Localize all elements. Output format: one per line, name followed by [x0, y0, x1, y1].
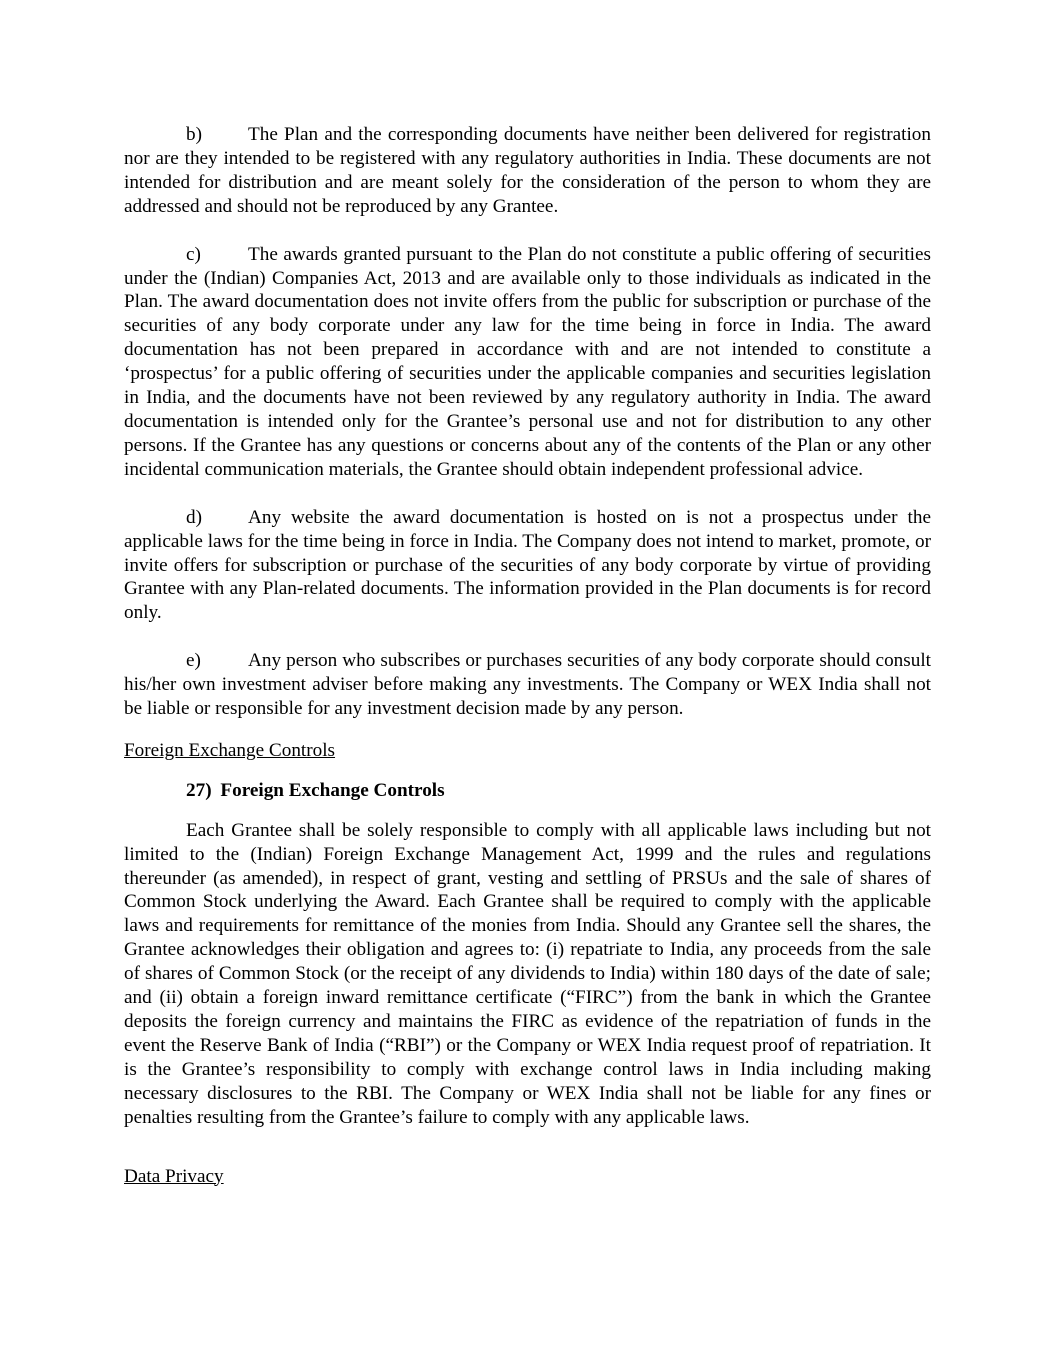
paragraph-b [124, 123, 931, 219]
section-heading-data-privacy: Data Privacy [124, 1165, 224, 1187]
paragraph-label: d) [186, 506, 202, 528]
subsection-heading [186, 779, 931, 803]
fx-paragraph: Each Grantee shall be solely responsible to comply with all applicable laws including but not limited to the (Indian) Foreign Exchange Management Act, 1999 and the rules and regulations thereunder (as amended), in respect of grant, vesting and settling of PRSUs and the sale of shares of Common Stock underlying the Award. Each Grantee shall be required to comply with the applicable laws and requirements for remittance of the monies from India. Should any Grantee sell the shares, the Grantee acknowledges their obligation and agrees to: (i) repatriate to India, any proceeds from the sale of shares of Common Stock (or the receipt of any dividends to India) within 180 days of the date of sale; and (ii) obtain a foreign inward remittance certificate (“FIRC”) from the bank in which the Grantee deposits the foreign currency and maintains the FIRC as evidence of the repatriation of funds in the event the Reserve Bank of India (“RBI”) or the Company or WEX India request proof of repatriation. It is the Grantee’s responsibility to comply with exchange control laws in India including making necessary disclosures to the RBI. The Company or WEX India shall not be liable for any fines or penalties resulting from the Grantee’s failure to comply with any applicable laws. [124, 819, 931, 1128]
paragraph-e [124, 649, 931, 721]
paragraph-text: The awards granted pursuant to the Plan do not constitute a public offering of securities under the (Indian) Companies Act, 2013 and are available only to those individuals as indicated in the Plan. The award documentation does not invite offers from the public for subscription or purchase of the securities of any body corporate under any law for the time being in force in India. The award documentation has not been prepared in accordance with and are not intended to constitute a ‘prospectus’ for a public offering of securities under the applicable companies and securities legislation in India, and the documents have not been reviewed by any regulatory authority in India. The award documentation is intended only for the Grantee’s personal use and not for distribution to any other persons. If the Grantee has any questions or concerns about any of the contents of the Plan or any other incidental communication materials, the Grantee should obtain independent professional advice. [124, 243, 931, 480]
paragraph-label: c) [186, 243, 201, 265]
paragraph-c [124, 243, 931, 482]
paragraph-label: b) [186, 124, 202, 145]
paragraph-text: Any website the award documentation is hosted on is not a prospectus under the applicable laws for the time being in force in India. The Company does not intend to market, promote, or invite offers for subscription or purchase of the securities of any body corporate by virtue of providing Grantee with any Plan-related documents. The information provided in the Plan documents is for record only. [124, 506, 931, 624]
document-page [124, 123, 931, 1204]
subsection-number: 27) [186, 779, 212, 801]
paragraph-text: Any person who subscribes or purchases securities of any body corporate should consult his/her own investment adviser before making any investments. The Company or WEX India shall not be liable or responsible for any investment decision made by any person. [124, 650, 931, 720]
section-heading-foreign-exchange: Foreign Exchange Controls [124, 739, 336, 761]
paragraph-text: The Plan and the corresponding documents have neither been delivered for registration nor are they intended to be registered with any regulatory authorities in India. These documents are not intended for distribution and are meant solely for the consideration of the person to whom they are addressed and should not be reproduced by any Grantee. [124, 124, 931, 217]
paragraph-d [124, 506, 931, 626]
paragraph-label: e) [186, 650, 201, 672]
subsection-title: Foreign Exchange Controls [220, 779, 445, 801]
